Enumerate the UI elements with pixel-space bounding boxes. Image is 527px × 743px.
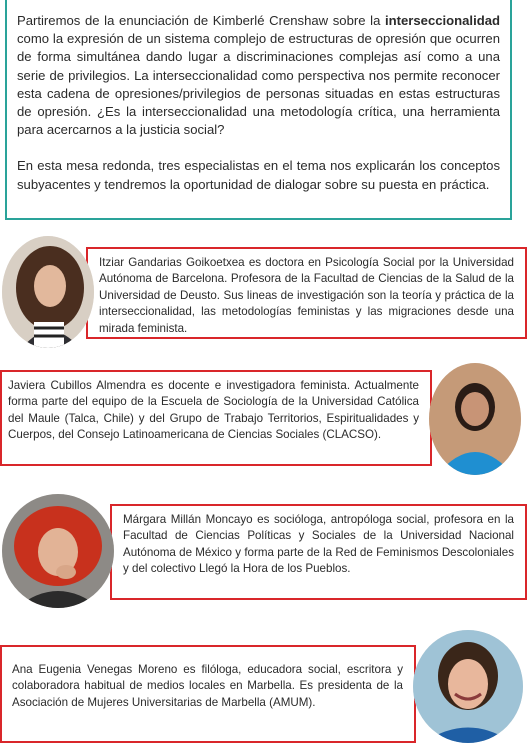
speaker-bio-1 [86,247,527,339]
speaker-bio-text: Ana Eugenia Venegas Moreno es filóloga, educadora social, escritora y colaboradora habitual de medios locales en Marbella. Es presidenta de la Asociación de Mujeres Universitarias de Marbella (AMUM). [12,663,403,709]
speaker-photo-1 [2,236,94,348]
speaker-bio-text: Márgara Millán Moncayo es socióloga, antropóloga social, profesora en la Facultad de Ciencias Políticas y Sociales de la Universidad Nacional Autónoma de México y forma parte de la Red de Feminismos Descoloniales y del colectivo Llegó la Hora de los Pueblos. [123,513,514,576]
speaker-bio-2 [0,370,432,466]
intro-keyword: interseccionalidad [385,13,500,28]
speaker-photo-2 [429,363,521,475]
speaker-bio-text: Javiera Cubillos Almendra es docente e investigadora feminista. Actualmente forma parte del equipo de la Escuela de Sociología de la Universidad Católica del Maule (Talca, Chile) y del Grupo de Trabajo Territorios, Espiritualidades y Cuerpos, del Consejo Latinoamericana de Ciencias Sociales (CLACSO). [8,379,419,442]
speaker-bio-4 [0,645,416,743]
speaker-bio-3 [110,504,527,600]
intro-box [5,0,512,220]
intro-paragraph-1: Partiremos de la enunciación de Kimberlé Crenshaw sobre la interseccionalidad como la expresión de un sistema complejo de estructuras de opresión que ocurren de forma simultánea dando lugar a discriminaciones complejas así como a una serie de privilegios. La interseccionalidad como perspectiva nos permite reconocer esta cadena de opresiones/privilegios de personas situadas en estas estructuras de opresión. ¿Es la interseccionalidad una metodología crítica, una herramienta para acercarnos a la justicia social? [17,13,500,138]
speaker-photo-3 [2,494,114,608]
intro-paragraph-2: En esta mesa redonda, tres especialistas en el tema nos explicarán los conceptos subyacentes y tendremos la oportunidad de dialogar sobre su puesta en práctica. [17,158,500,192]
speaker-photo-4 [413,630,523,743]
speaker-bio-text: Itziar Gandarias Goikoetxea es doctora en Psicología Social por la Universidad Autónoma de Barcelona. Profesora de la Facultad de Ciencias de la Salud de la Universidad de Deusto. Sus lineas de investigación son la teoría y práctica de la interseccionalidad, las metodologías feministas y las migraciones desde una mirada feminista. [99,256,514,335]
